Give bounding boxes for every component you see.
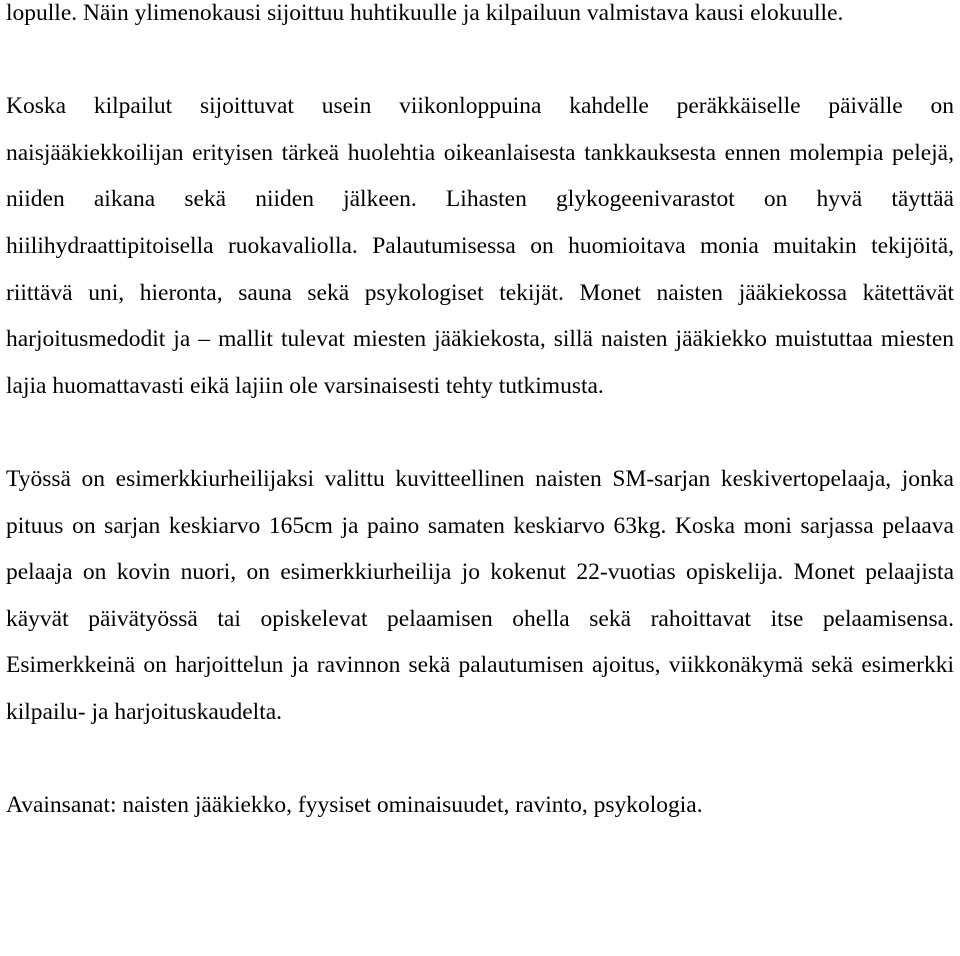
paragraph-example-athlete: Työssä on esimerkkiurheilijaksi valittu kuvitteellinen naisten SM-sarjan keskivertopelaaja, jonka pituus on sarjan keskiarvo 165cm ja paino samaten keskiarvo 63kg. Koska moni sarjassa pelaava pelaaja on kovin nuori, on esimerkkiurheilija jo kokenut 22-vuotias opiskelija. Monet pelaajista käyvät päivätyössä tai opiskelevat pelaamisen ohella sekä rahoittavat itse pelaamisensa. Esimerkkeinä on harjoittelun ja ravinnon sekä palautumisen ajoitus, viikkonäkymä sekä esimerkki kilpailu- ja harjoituskaudelta.	[6, 465, 954, 725]
paragraph-gap	[6, 736, 954, 783]
paragraph-continuation: lopulle. Näin ylimenokausi sijoittuu huhtikuulle ja kilpailuun valmistava kausi elokuulle.	[6, 0, 844, 26]
paragraph-gap	[6, 409, 954, 456]
keywords-line: Avainsanat: naisten jääkiekko, fyysiset ominaisuudet, ravinto, psykologia.	[6, 792, 703, 819]
paragraph-nutrition: Koska kilpailut sijoittuvat usein viikonloppuina kahdelle peräkkäiselle päivälle on naisjääkiekkoilijan erityisen tärkeä huolehtia oikeanlaisesta tankkauksesta ennen molempia pelejä, niiden aikana sekä niiden jälkeen. Lihasten glykogeenivarastot on hyvä täyttää hiilihydraattipitoisella ruokavaliolla. Palautumisessa on huomioitava monia muitakin tekijöitä, riittävä uni, hieronta, sauna sekä psykologiset tekijät. Monet naisten jääkiekossa kätettävät harjoitusmedodit ja – mallit tulevat miesten jääkiekosta, sillä naisten jääkiekko muistuttaa miesten lajia huomattavasti eikä lajiin ole varsinaisesti tehty tutkimusta.	[6, 93, 954, 399]
paragraph-gap	[6, 37, 954, 84]
